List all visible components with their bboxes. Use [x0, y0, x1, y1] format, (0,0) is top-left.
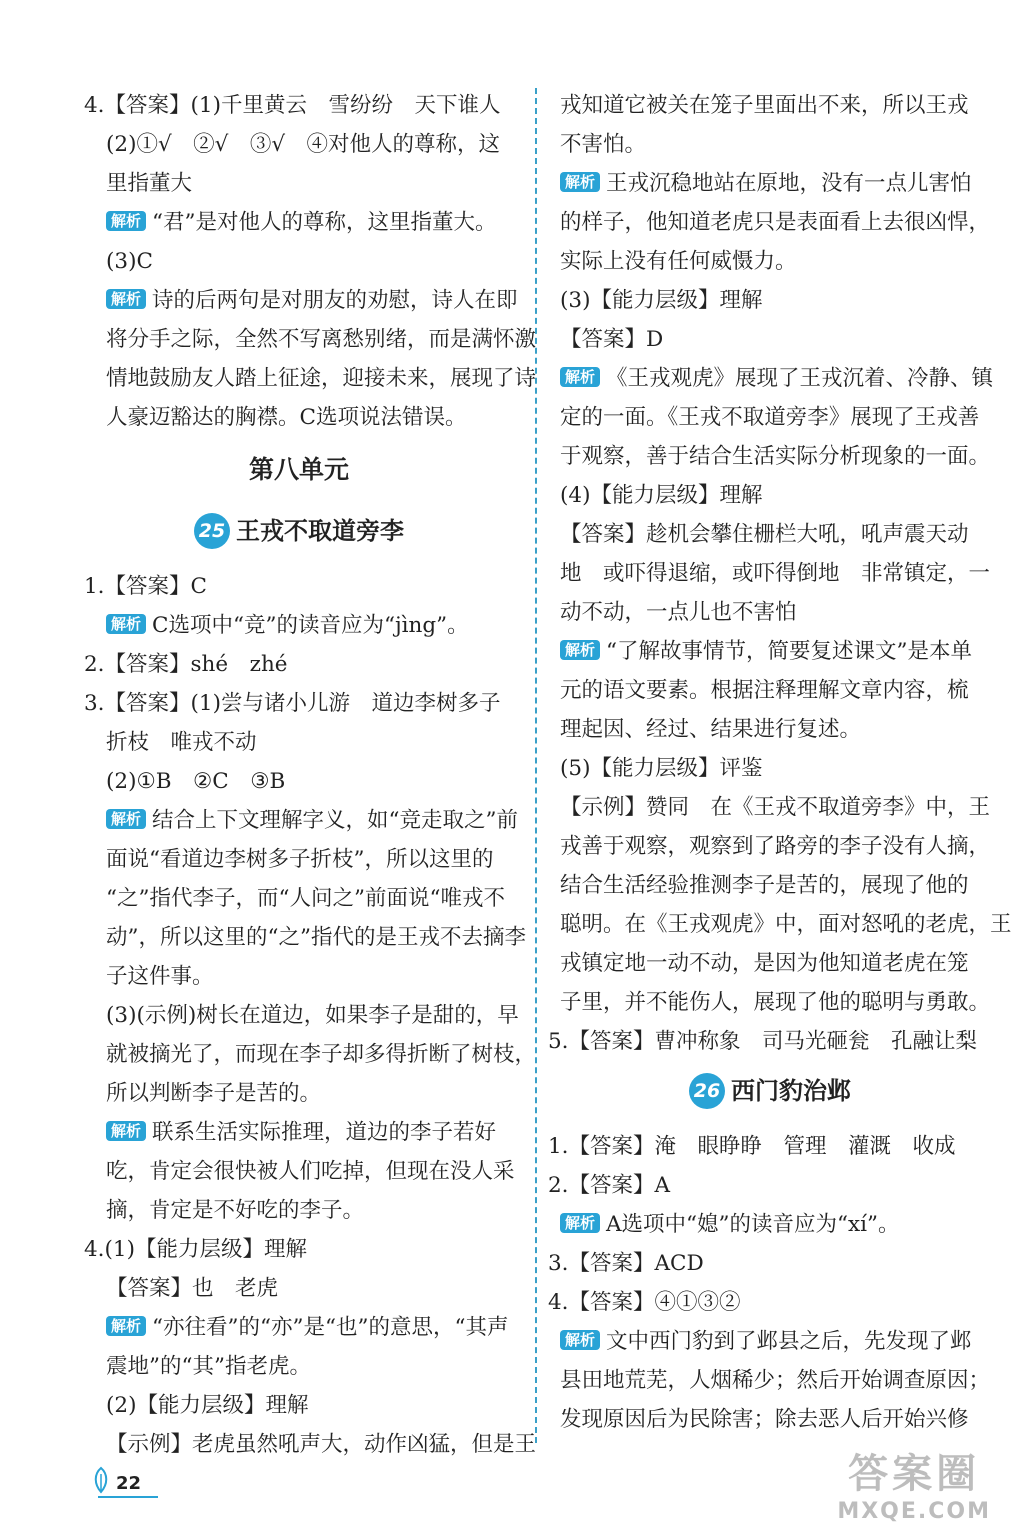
- answer-line: 所以判断李子是苦的。: [106, 1081, 322, 1106]
- analysis-line: 于观察，善于结合生活实际分析现象的一面。: [560, 444, 991, 469]
- answer-line: 2.【答案】shé zhé: [84, 652, 288, 677]
- analysis-line: 实际上没有任何威慑力。: [560, 249, 797, 274]
- answer-line: 【答案】也 老虎: [106, 1276, 279, 1301]
- answer-line: 戎善于观察，观察到了路旁的李子没有人摘，: [560, 834, 991, 859]
- answer-line: 不害怕。: [560, 132, 647, 157]
- lesson-heading: [84, 505, 514, 557]
- left-column: [84, 86, 537, 1464]
- answer-line: (2)①B ②C ③B: [106, 769, 286, 794]
- answer-line: (3)【能力层级】理解: [560, 288, 763, 313]
- analysis-line: 解析 诗的后两句是对朋友的劝慰，诗人在即: [84, 281, 514, 320]
- answer-line: 【示例】赞同 在《王戎不取道旁李》中，王: [560, 795, 991, 820]
- analysis-line: 元的语文要素。根据注释理解文章内容，梳: [560, 678, 969, 703]
- analysis-tag: 解析: [560, 172, 600, 192]
- answer-line: 地 或吓得退缩，或吓得倒地 非常镇定，一: [560, 561, 991, 586]
- answer-line: 1.【答案】淹 眼睁睁 管理 灌溉 收成: [548, 1134, 956, 1159]
- right-column: [548, 86, 1012, 1439]
- answer-line: (3)C: [106, 249, 153, 274]
- lesson-number-badge: 26: [689, 1073, 725, 1109]
- analysis-tag: 解析: [106, 809, 146, 829]
- analysis-line: 定的一面。《王戎不取道旁李》展现了王戎善: [560, 405, 980, 430]
- answer-line: 动不动，一点儿也不害怕: [560, 600, 797, 625]
- lesson-title: 王戎不取道旁李: [236, 517, 404, 545]
- answer-line: 4.(1)【能力层级】理解: [84, 1237, 307, 1262]
- analysis-line: “之”指代李子，而“人问之”前面说“唯戎不: [106, 886, 505, 911]
- page-footer: [92, 1466, 141, 1494]
- analysis-line: 解析 联系生活实际推理，道边的李子若好: [84, 1113, 514, 1152]
- answer-line: (3)(示例)树长在道边，如果李子是甜的，早: [106, 1003, 519, 1028]
- answer-line: 【示例】老虎虽然吼声大，动作凶猛，但是王: [106, 1432, 537, 1457]
- answer-line: 1.【答案】C: [84, 574, 207, 599]
- analysis-line: 解析 结合上下文理解字义，如“竞走取之”前: [84, 801, 514, 840]
- analysis-tag: 解析: [560, 1213, 600, 1233]
- analysis-line: 县田地荒芜，人烟稀少；然后开始调查原因；: [560, 1368, 991, 1393]
- analysis-tag: 解析: [106, 211, 146, 231]
- analysis-line: 解析 C选项中“竞”的读音应为“jìng”。: [84, 606, 514, 645]
- analysis-line: 解析 文中西门豹到了邺县之后，先发现了邺: [560, 1322, 980, 1361]
- lesson-heading: [560, 1065, 980, 1117]
- analysis-line: 吃，肯定会很快被人们吃掉，但现在没人采: [106, 1159, 515, 1184]
- analysis-line: 摘，肯定是不好吃的李子。: [106, 1198, 365, 1223]
- unit-title: 第八单元: [248, 455, 349, 484]
- analysis-line: 解析 “了解故事情节，简要复述课文”是本单: [560, 632, 980, 671]
- answer-line: 子里，并不能伤人，展现了他的聪明与勇敢。: [560, 990, 991, 1015]
- analysis-line: 理起因、经过、结果进行复述。: [560, 717, 862, 742]
- leaf-icon: [92, 1466, 110, 1494]
- analysis-tag: 解析: [106, 289, 146, 309]
- answer-line: (2)①√ ②√ ③√ ④对他人的尊称，这: [106, 132, 501, 157]
- answer-line: 3.【答案】(1)尝与诸小儿游 道边李树多子: [84, 691, 501, 716]
- answer-line: 4.【答案】④①③②: [548, 1290, 741, 1315]
- analysis-line: 震地”的“其”指老虎。: [106, 1354, 311, 1379]
- analysis-line: 发现原因后为民除害；除去恶人后开始兴修: [560, 1407, 969, 1432]
- page-number: 22: [116, 1473, 142, 1494]
- analysis-line: 解析 “亦往看”的“亦”是“也”的意思，“其声: [84, 1308, 514, 1347]
- answer-line: 里指董大: [106, 171, 193, 196]
- analysis-line: 解析 王戎沉稳地站在原地，没有一点儿害怕: [560, 164, 980, 203]
- footer-rule: [98, 1496, 158, 1498]
- analysis-tag: 解析: [106, 614, 146, 634]
- analysis-tag: 解析: [106, 1316, 146, 1336]
- analysis-line: 面说“看道边李树多子折枝”，所以这里的: [106, 847, 494, 872]
- answer-line: (4)【能力层级】理解: [560, 483, 763, 508]
- answer-line: 结合生活经验推测李子是苦的，展现了他的: [560, 873, 969, 898]
- watermark-url: MXQE.COM: [837, 1499, 991, 1524]
- answer-line: 3.【答案】ACD: [548, 1251, 704, 1276]
- answer-line: 聪明。在《王戎观虎》中，面对怒吼的老虎，王: [560, 912, 1012, 937]
- analysis-line: 子这件事。: [106, 964, 214, 989]
- answer-line: 2.【答案】A: [548, 1173, 671, 1198]
- analysis-tag: 解析: [106, 1121, 146, 1141]
- analysis-line: 解析 A选项中“媳”的读音应为“xí”。: [560, 1205, 980, 1244]
- answer-line: (5)【能力层级】评鉴: [560, 756, 763, 781]
- analysis-line: 动”，所以这里的“之”指代的是王戎不去摘李: [106, 925, 526, 950]
- answer-line: (2)【能力层级】理解: [106, 1393, 309, 1418]
- analysis-line: 解析 “君”是对他人的尊称，这里指董大。: [84, 203, 514, 242]
- answer-line: 5.【答案】曹冲称象 司马光砸瓮 孔融让梨: [548, 1029, 978, 1054]
- answer-line: 戎知道它被关在笼子里面出不来，所以王戎: [560, 93, 969, 118]
- analysis-line: 情地鼓励友人踏上征途，迎接未来，展现了诗: [106, 366, 537, 391]
- answer-line: 【答案】D: [560, 327, 664, 352]
- analysis-tag: 解析: [560, 367, 600, 387]
- lesson-number-badge: 25: [194, 513, 230, 549]
- answer-line: 【答案】趁机会攀住栅栏大吼，吼声震天动: [560, 522, 969, 547]
- analysis-line: 人豪迈豁达的胸襟。C选项说法错误。: [106, 405, 467, 430]
- lesson-title: 西门豹治邺: [731, 1077, 851, 1105]
- watermark-text: 答案圈: [848, 1451, 981, 1497]
- watermark: [837, 1442, 991, 1524]
- answer-line: 戎镇定地一动不动，是因为他知道老虎在笼: [560, 951, 969, 976]
- answer-line: 折枝 唯戎不动: [106, 730, 257, 755]
- answer-line: 4.【答案】(1)千里黄云 雪纷纷 天下谁人: [84, 93, 501, 118]
- answer-line: 就被摘光了，而现在李子却多得折断了树枝，: [106, 1042, 537, 1067]
- column-divider: [535, 88, 537, 1443]
- analysis-tag: 解析: [560, 640, 600, 660]
- analysis-line: 的样子，他知道老虎只是表面看上去很凶悍，: [560, 210, 991, 235]
- analysis-tag: 解析: [560, 1330, 600, 1350]
- analysis-line: 将分手之际，全然不写离愁别绪，而是满怀激: [106, 327, 537, 352]
- analysis-line: 解析 《王戎观虎》展现了王戎沉着、冷静、镇: [560, 359, 980, 398]
